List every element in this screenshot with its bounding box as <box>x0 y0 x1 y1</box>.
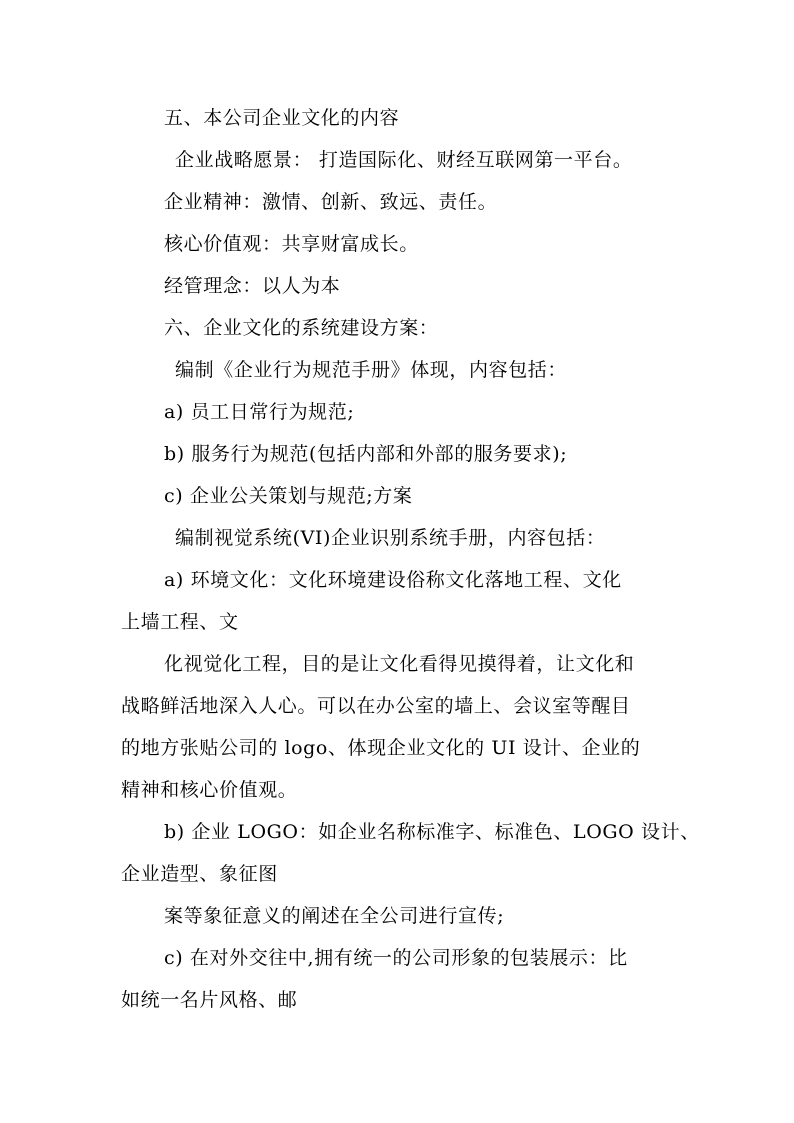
text-line-paragraph: 案等象征意义的阐述在全公司进行宣传; <box>164 905 505 927</box>
text-line-philosophy: 经管理念：以人为本 <box>164 275 341 297</box>
list-item-vi-a: a) 环境文化：文化环境建设俗称文化落地工程、文化 <box>164 569 622 591</box>
list-item-vi-c: c) 在对外交往中,拥有统一的公司形象的包装展示：比 <box>164 947 628 969</box>
text-line-spirit: 企业精神：激情、创新、致远、责任。 <box>164 191 498 213</box>
list-item-a: a) 员工日常行为规范; <box>164 401 355 423</box>
text-line-continuation: 上墙工程、文 <box>121 611 239 633</box>
list-item-c: c) 企业公关策划与规范;方案 <box>164 485 413 507</box>
text-line-handbook-intro: 编制《企业行为规范手册》体现，内容包括： <box>175 359 568 381</box>
text-line-paragraph: 战略鲜活地深入人心。可以在办公室的墙上、会议室等醒目 <box>121 695 631 717</box>
text-line-continuation: 如统一名片风格、邮 <box>121 989 298 1011</box>
text-line-paragraph: 的地方张贴公司的 logo、体现企业文化的 UI 设计、企业的 <box>121 737 641 759</box>
section-heading-6: 六、企业文化的系统建设方案： <box>164 317 439 339</box>
list-item-vi-b: b) 企业 LOGO：如企业名称标准字、标准色、LOGO 设计、 <box>164 821 700 843</box>
text-line-continuation: 企业造型、象征图 <box>121 863 278 885</box>
section-heading-5: 五、本公司企业文化的内容 <box>164 107 400 129</box>
text-line-paragraph: 化视觉化工程，目的是让文化看得见摸得着，让文化和 <box>164 653 635 675</box>
text-line-vi-intro: 编制视觉系统(VI)企业识别系统手册，内容包括： <box>175 527 606 549</box>
list-item-b: b) 服务行为规范(包括内部和外部的服务要求); <box>164 443 568 465</box>
text-line-core-values: 核心价值观：共享财富成长。 <box>164 233 419 255</box>
text-line-strategy-vision: 企业战略愿景： 打造国际化、财经互联网第一平台。 <box>175 149 633 171</box>
text-line-paragraph: 精神和核心价值观。 <box>121 779 298 801</box>
